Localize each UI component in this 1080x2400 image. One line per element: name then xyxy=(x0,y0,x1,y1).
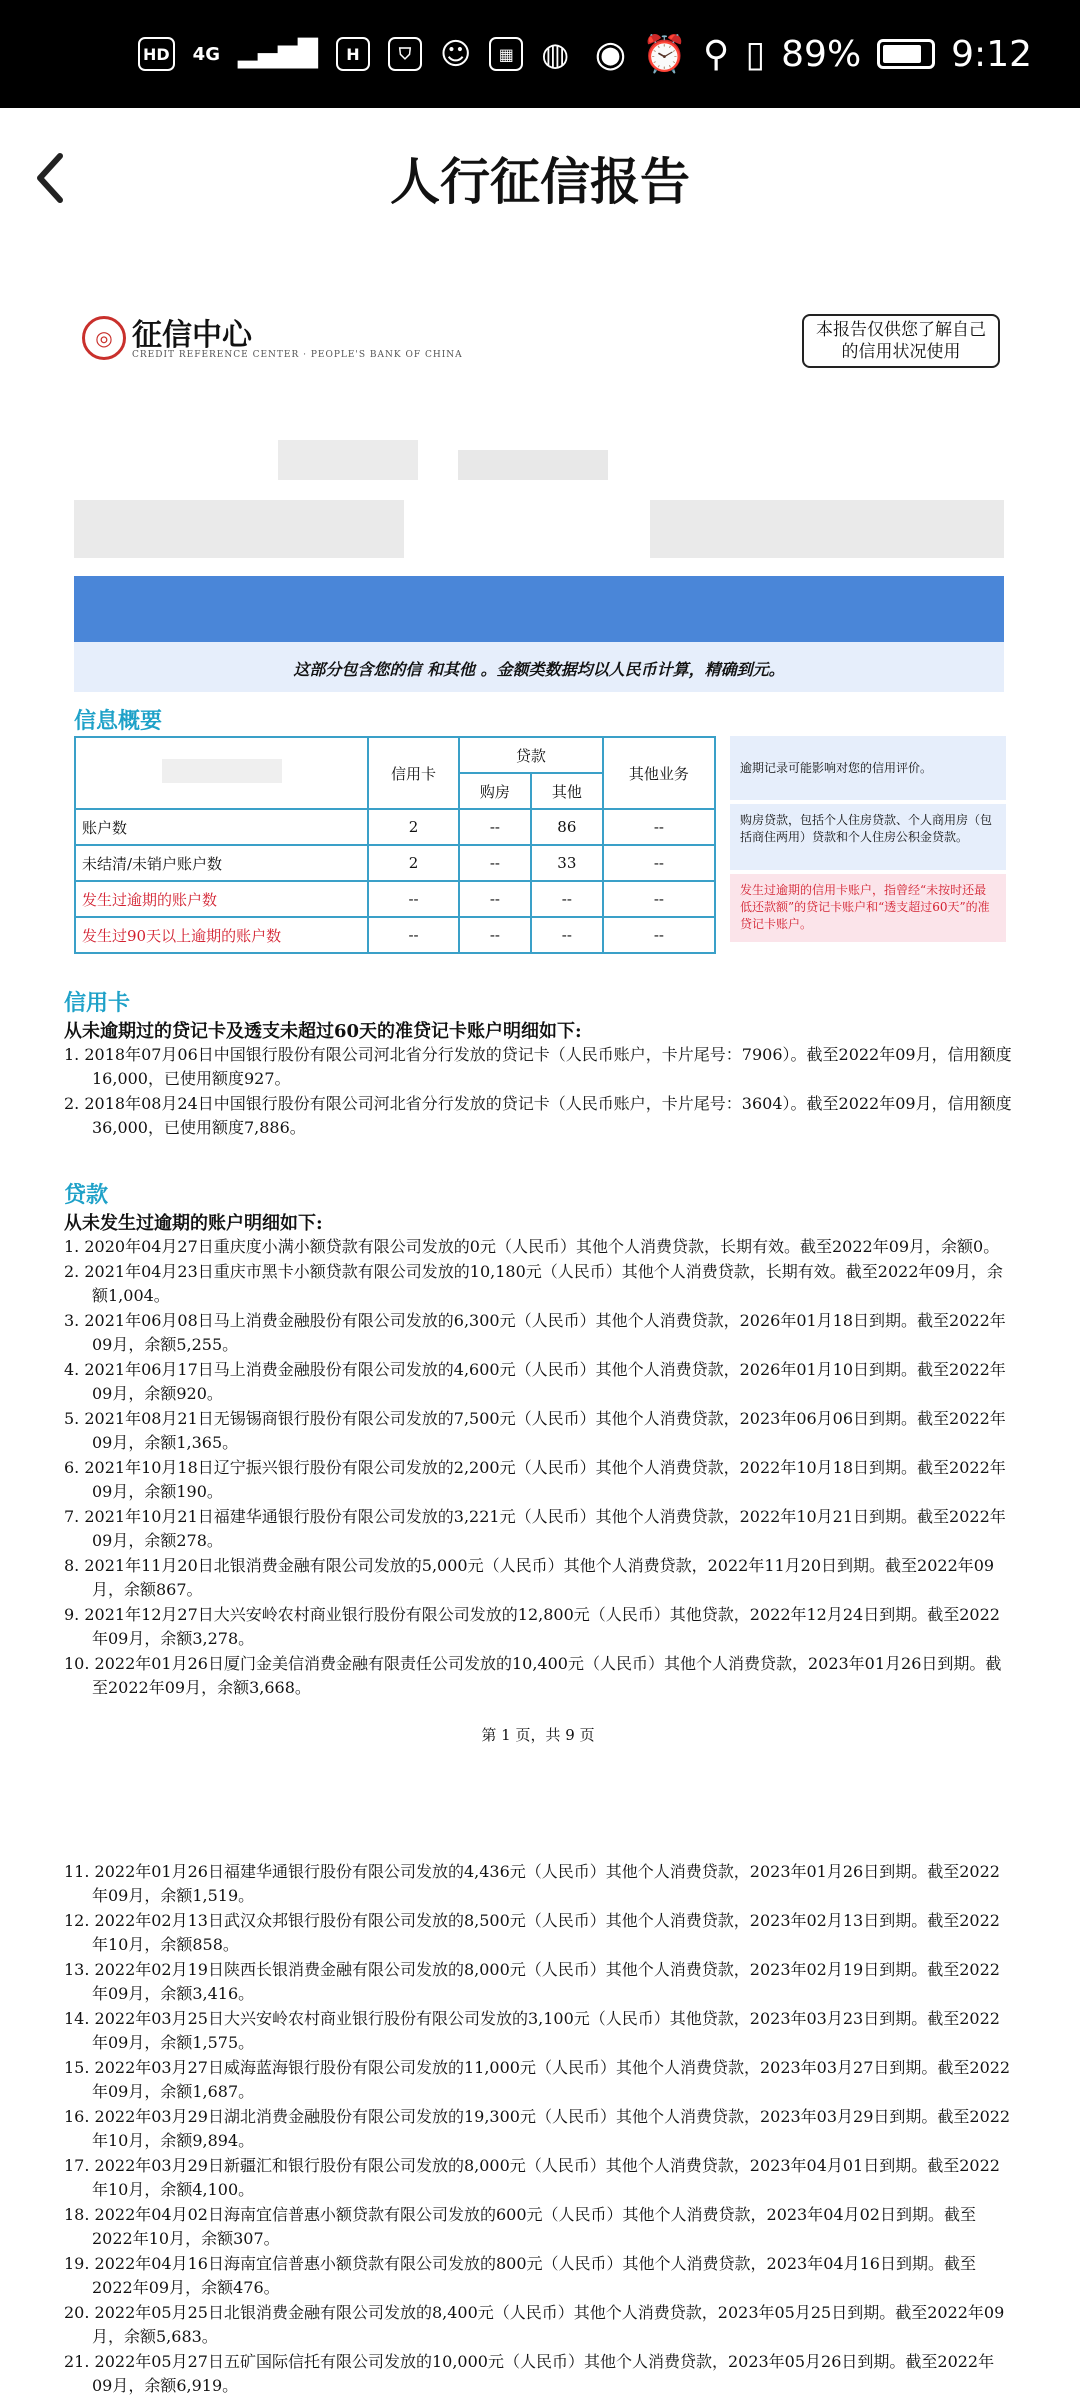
header-credit-card: 信用卡 xyxy=(368,737,459,809)
wechat-icon: ☺ xyxy=(439,36,472,72)
header-other-business: 其他业务 xyxy=(603,737,715,809)
eye-icon: ◉ xyxy=(594,33,627,75)
cell: -- xyxy=(459,809,531,845)
list-item: 11. 2022年01月26日福建华通银行股份有限公司发放的4,436元（人民币）其他个人消费贷款，2023年01月26日到期。截至2022年09月，余额1,519。 xyxy=(64,1862,1000,1905)
network-4g-icon: 4G xyxy=(192,43,220,65)
cell: -- xyxy=(603,845,715,881)
list-item: 12. 2022年02月13日武汉众邦银行股份有限公司发放的8,500元（人民币）其他个人消费贷款，2023年02月13日到期。截至2022年10月，余额858。 xyxy=(64,1911,1000,1954)
list-item: 13. 2022年02月19日陕西长银消费金融有限公司发放的8,000元（人民币）其他个人消费贷款，2023年02月19日到期。截至2022年09月，余额3,416。 xyxy=(64,1960,1000,2003)
cell: -- xyxy=(531,917,603,953)
table-row xyxy=(75,809,715,845)
shield-icon: ⛉ xyxy=(388,37,422,71)
cell: -- xyxy=(603,809,715,845)
cell: 2 xyxy=(368,845,459,881)
row-label: 发生过逾期的账户数 xyxy=(75,881,368,917)
list-item: 2. 2018年08月24日中国银行股份有限公司河北省分行发放的贷记卡（人民币账户，卡片尾号：3604）。截至2022年09月，信用额度36,000，已使用额度7,886。 xyxy=(64,1094,1012,1137)
blurred-info-left xyxy=(74,500,404,558)
huawei-icon: H xyxy=(336,37,370,71)
pboc-logo-icon: ◎ xyxy=(82,316,126,360)
globe-icon: ◍ xyxy=(541,35,570,73)
blurred-id xyxy=(458,450,608,480)
list-item: 5. 2021年08月21日无锡锡商银行股份有限公司发放的7,500元（人民币）其他个人消费贷款，2023年06月06日到期。截至2022年09月，余额1,365。 xyxy=(64,1409,1006,1452)
header-other: 其他 xyxy=(531,773,603,809)
page-title: 人行征信报告 xyxy=(390,153,690,211)
list-item: 6. 2021年10月18日辽宁振兴银行股份有限公司发放的2,200元（人民币）其他个人消费贷款，2022年10月18日到期。截至2022年09月，余额190。 xyxy=(64,1458,1006,1501)
cell: -- xyxy=(603,917,715,953)
cell: -- xyxy=(531,881,603,917)
loan-list xyxy=(64,1235,1014,1700)
clock: 9:12 xyxy=(951,33,1032,75)
battery-percent: 89% xyxy=(781,33,862,75)
row-label: 未结清/未销户账户数 xyxy=(75,845,368,881)
overview-table xyxy=(74,736,716,954)
list-item: 20. 2022年05月25日北银消费金融有限公司发放的8,400元（人民币）其他个人消费贷款，2023年05月25日到期。截至2022年09月，余额5,683。 xyxy=(64,2303,1005,2346)
list-item: 14. 2022年03月25日大兴安岭农村商业银行股份有限公司发放的3,100元（人民币）其他贷款，2023年03月23日到期。截至2022年09月，余额1,575。 xyxy=(64,2009,1000,2052)
list-item: 3. 2021年06月08日马上消费金融股份有限公司发放的6,300元（人民币）其他个人消费贷款，2026年01月18日到期。截至2022年09月，余额5,255。 xyxy=(64,1311,1006,1354)
status-right xyxy=(595,33,1032,75)
cell: -- xyxy=(459,881,531,917)
list-item: 8. 2021年11月20日北银消费金融有限公司发放的5,000元（人民币）其他个人消费贷款，2022年11月20日到期。截至2022年09月，余额867。 xyxy=(64,1556,995,1599)
list-item: 7. 2021年10月21日福建华通银行股份有限公司发放的3,221元（人民币）其他个人消费贷款，2022年10月21日到期。截至2022年09月，余额278。 xyxy=(64,1507,1006,1550)
loan-subtitle: 从未发生过逾期的账户明细如下: xyxy=(64,1213,323,1234)
logo-title: 征信中心 xyxy=(132,318,252,353)
list-item: 19. 2022年04月16日海南宜信普惠小额贷款有限公司发放的800元（人民币）其他个人消费贷款，2023年04月16日到期。截至2022年09月，余额476。 xyxy=(64,2254,976,2297)
cell: -- xyxy=(459,845,531,881)
credit-report-document[interactable] xyxy=(58,300,1018,2395)
page-number: 第 1 页，共 9 页 xyxy=(481,1726,595,1744)
hd-icon: HD xyxy=(138,37,175,71)
calendar-icon: ▦ xyxy=(489,37,523,71)
blurred-name xyxy=(278,440,418,480)
alarm-icon: ⏰ xyxy=(642,34,687,75)
note-overdue: 逾期记录可能影响对您的信用评价。 xyxy=(730,736,1006,800)
list-item: 17. 2022年03月29日新疆汇和银行股份有限公司发放的8,000元（人民币）其他个人消费贷款，2023年04月01日到期。截至2022年10月，余额4,100。 xyxy=(64,2156,1000,2199)
list-item: 1. 2018年07月06日中国银行股份有限公司河北省分行发放的贷记卡（人民币账户，卡片尾号：7906）。截至2022年09月，信用额度16,000，已使用额度927。 xyxy=(64,1045,1012,1088)
list-item: 10. 2022年01月26日厦门金美信消费金融有限责任公司发放的10,400元（人民币）其他个人消费贷款，2023年01月26日到期。截至2022年09月，余额3,668。 xyxy=(64,1654,1002,1697)
blurred-info-right xyxy=(650,500,1004,558)
battery-icon xyxy=(877,39,935,69)
row-label: 发生过90天以上逾期的账户数 xyxy=(75,917,368,953)
table-row xyxy=(75,881,715,917)
blank-header xyxy=(75,737,368,809)
loan-section xyxy=(64,1178,1014,1701)
credit-card-subtitle: 从未逾期过的贷记卡及透支未超过60天的准贷记卡账户明细如下: xyxy=(64,1021,582,1042)
cell: 2 xyxy=(368,809,459,845)
list-item: 16. 2022年03月29日湖北消费金融股份有限公司发放的19,300元（人民币）其他个人消费贷款，2023年03月29日到期。截至2022年10月，余额9,894。 xyxy=(64,2107,1011,2150)
list-item: 18. 2022年04月02日海南宜信普惠小额贷款有限公司发放的600元（人民币）其他个人消费贷款，2023年04月02日到期。截至2022年10月，余额307。 xyxy=(64,2205,976,2248)
cell: 33 xyxy=(531,845,603,881)
list-item: 1. 2020年04月27日重庆度小满小额贷款有限公司发放的0元（人民币）其他个人消费贷款，长期有效。截至2022年09月，余额0。 xyxy=(64,1237,1000,1256)
credit-card-list xyxy=(64,1043,1014,1140)
loan-title: 贷款 xyxy=(64,1182,109,1208)
cell: -- xyxy=(368,881,459,917)
list-item: 9. 2021年12月27日大兴安岭农村商业银行股份有限公司发放的12,800元（人民币）其他贷款，2022年12月24日到期。截至2022年09月，余额3,278。 xyxy=(64,1605,1000,1648)
credit-card-title: 信用卡 xyxy=(64,990,131,1016)
loan-section-page-2 xyxy=(64,1860,1014,2399)
row-label: 账户数 xyxy=(75,809,368,845)
status-bar xyxy=(0,0,1080,108)
loan-list-continued xyxy=(64,1860,1014,2398)
status-left-icons xyxy=(138,35,569,73)
credit-card-section xyxy=(64,986,1014,1141)
overview-notes xyxy=(730,736,1006,946)
cell: -- xyxy=(459,917,531,953)
intro-text: 这部分包含您的信 和其他 。金额类数据均以人民币计算，精确到元。 xyxy=(293,660,785,679)
vibrate-icon: ▯ xyxy=(745,33,766,75)
note-housing-loan: 购房贷款，包括个人住房贷款、个人商用房（包括商住两用）贷款和个人住房公积金贷款。 xyxy=(730,804,1006,870)
app-header xyxy=(0,108,1080,248)
cell: -- xyxy=(603,881,715,917)
header-loan: 贷款 xyxy=(459,737,603,773)
overview-title: 信息概要 xyxy=(74,708,163,734)
note-overdue-card: 发生过逾期的信用卡账户，指曾经“未按时还最低还款额”的贷记卡账户和“透支超过60天”的准贷记卡账户。 xyxy=(730,874,1006,942)
table-row xyxy=(75,845,715,881)
list-item: 15. 2022年03月27日威海蓝海银行股份有限公司发放的11,000元（人民币）其他个人消费贷款，2023年03月27日到期。截至2022年09月，余额1,687。 xyxy=(64,2058,1011,2101)
signal-icon: ▂▄▆█ xyxy=(237,39,318,69)
report-header xyxy=(58,300,1018,380)
cell: -- xyxy=(368,917,459,953)
section-banner xyxy=(74,576,1004,642)
table-row xyxy=(75,917,715,953)
logo-subtitle: CREDIT REFERENCE CENTER · PEOPLE'S BANK OF CHINA xyxy=(132,350,463,360)
usage-stamp: 本报告仅供您了解自己的信用状况使用 xyxy=(802,314,1000,368)
list-item: 2. 2021年04月23日重庆市黑卡小额贷款有限公司发放的10,180元（人民币）其他个人消费贷款，长期有效。截至2022年09月，余额1,004。 xyxy=(64,1262,1003,1305)
header-house: 购房 xyxy=(459,773,531,809)
list-item: 4. 2021年06月17日马上消费金融股份有限公司发放的4,600元（人民币）其他个人消费贷款，2026年01月10日到期。截至2022年09月，余额920。 xyxy=(64,1360,1006,1403)
list-item: 21. 2022年05月27日五矿国际信托有限公司发放的10,000元（人民币）其他个人消费贷款，2023年05月26日到期。截至2022年09月，余额6,919。 xyxy=(64,2352,995,2395)
location-icon: ⚲ xyxy=(702,33,730,75)
cell: 86 xyxy=(531,809,603,845)
